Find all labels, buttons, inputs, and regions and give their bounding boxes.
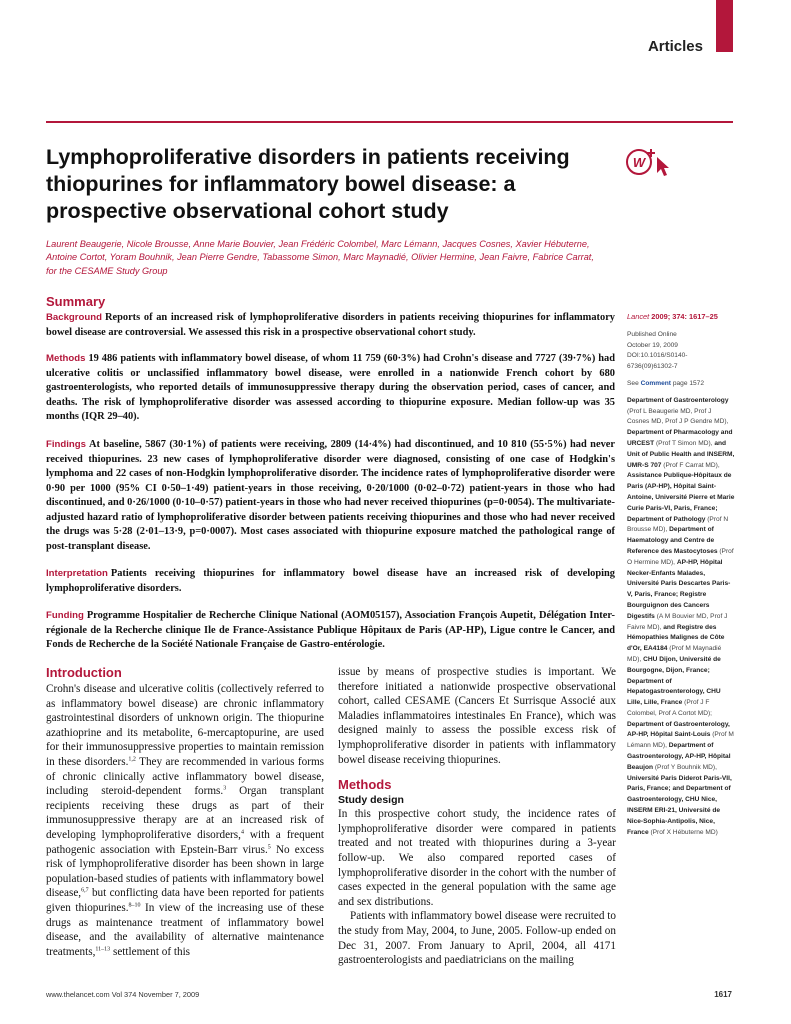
affiliation-institution: Department of Gastroenterology <box>627 396 729 404</box>
reference-mark[interactable]: 4 <box>240 829 244 836</box>
findings-text: At baseline, 5867 (30·1%) of patients were receiving, 2809 (14·4%) had discontinued, and 10 810 (55·5%) had never received thiopurines. 23 new cases of lymphoproliferative disorder were diagnosed, consisting of one case of Hodgkin's lymphoma and 22 cases of non-Hodgkin lymphoproliferative disorder. The incidence rates of lymphoproliferative disorder were 0·90 per 1000 (95% CI 0·50–1·49) patient-years in those receiving, 0·20/1000 (0·02–0·72) patient-years in those who had discontinued, and 0·26/1000 (0·10–0·57) patient-years in those who had never received thiopurines (p=0·0054). The multivariate-adjusted hazard ratio of lymphoproliferative disorder between patients receiving thiopurines and those who had never received the drugs was 5·28 (2·01–13·9, p=0·0007). Most cases associated with thiopurine exposure matched the pathological range of post-transplant disease. <box>46 439 615 552</box>
section-label: Articles <box>647 38 703 55</box>
sidebar <box>627 312 735 844</box>
affiliations <box>627 396 735 839</box>
see-comment <box>627 379 735 390</box>
reference-mark[interactable]: 6,7 <box>81 887 89 894</box>
affiliation-authors: (Prof Y Bouhnik MD), <box>653 763 717 771</box>
methods-text: 19 486 patients with inflammatory bowel disease, of whom 11 759 (60·3%) had Crohn's disease and 7727 (39·7%) had ulcerative colitis or unclassified inflammatory bowel disease, were enrolled in a nationwide French cohort by 680 gastroenterologists, who reported details of immunosuppressive therapy during the observation period, cases of cancer, and deaths. The risk of lymphoproliferative disorder was assessed according to thiopurine exposure. Median follow-up was 35 months (IQR 29–40). <box>46 353 615 422</box>
published-line-3: DOI:10.1016/S0140- <box>627 352 688 360</box>
published-line-2: October 19, 2009 <box>627 341 678 349</box>
introduction-heading: Introduction <box>46 665 122 680</box>
affiliation-institution: AP-HP, Hôpital Necker-Enfants Malades, Université Paris Descartes Paris-V, Paris, France; Registre Bourguignon des Cancers Digestifs <box>627 558 731 620</box>
published-line-1: Published Online <box>627 330 677 338</box>
published-line-4: 6736(09)61302-7 <box>627 363 678 371</box>
intro-text: Crohn's disease and ulcerative colitis (collectively referred to as inflammatory bowel disease) are chronic inflammatory gastrointestinal disorders of unknown origin. The thiopurine azathioprine and its metabolite, 6-mercaptopurine, are used for their immunosuppressive properties to maintain remission in these disorders. <box>46 683 324 768</box>
affiliation-institution: Assistance Publique-Hôpitaux de Paris (AP-HP), Hôpital Saint-Antoine, Université Pierre et Marie Curie Paris-VI, Paris, France; Department of Pathology <box>627 472 735 523</box>
reference-mark[interactable]: 5 <box>267 843 271 850</box>
svg-text:W: W <box>632 155 646 170</box>
reference-mark[interactable]: 11–13 <box>95 945 111 952</box>
background-label: Background <box>46 312 102 323</box>
intro-continuation: issue by means of prospective studies is important. We therefore initiated a nationwide prospective observational cohort, called CESAME (Cancers Et Surrisque Associé aux Maladies inflammatoires intestinales En France), which was designed mainly to assess the possible excess risk of lymphoproliferative disorder in patients with inflammatory bowel disease receiving thiopurines. <box>338 666 616 766</box>
intro-text: Organ transplant recipients receiving these drugs as part of their immunosuppressive therapy are at an increased risk of developing lymphoproliferative disorders, <box>46 785 324 841</box>
reference-mark[interactable]: 8–10 <box>128 902 141 909</box>
affiliation-authors: (Prof O Hermine MD), <box>627 547 734 566</box>
interpretation-label: Interpretation <box>46 568 108 579</box>
see-prefix: See <box>627 379 641 387</box>
abstract-findings <box>46 438 615 554</box>
abstract-funding <box>46 609 615 653</box>
interpretation-text: Patients receiving thiopurines for inflammatory bowel disease have an increased risk of developing lymphoproliferative disorders. <box>46 568 615 594</box>
affiliation-institution: Department of Pharmacology and URCEST <box>627 429 733 447</box>
page-number: 1617 <box>714 990 732 999</box>
affiliation-institution: and Registre des Hémopathies Malignes de Côte d'Or, EA4184 <box>627 623 725 653</box>
affiliation-authors: (Prof F Carrat MD), <box>661 461 720 469</box>
intro-text: They are recommended in various forms of chronic clinically active inflammatory bowel disease, including steroid-dependent forms. <box>46 755 325 798</box>
affiliation-authors: (Prof M Lémann MD), <box>627 731 734 750</box>
summary-heading: Summary <box>46 294 106 309</box>
affiliation-institution: and Unit of Public Health and INSERM, UMR-S 707 <box>627 439 735 469</box>
abstract-interpretation <box>46 567 615 596</box>
header-rule <box>46 121 733 123</box>
affiliation-authors: (Prof N Brousse MD), <box>627 515 729 534</box>
section-tab <box>716 0 733 52</box>
funding-text: Programme Hospitalier de Recherche Clinique National (AOM05157), Association François Aupetit, Délégation Inter-régionale de la Recherche clinique Ile de France-Assistance Publique Hôpitaux de Paris (AP-HP), Ligue contre le Cancer, and Fonds de Recherche de la Société Nationale Française de Gastro-entérologie. <box>46 610 615 650</box>
affiliation-authors: (Prof X Hébuterne MD) <box>648 828 718 836</box>
methods-paragraph-2: Patients with inflammatory bowel disease were recruited to the study from May, 2004, to June, 2005. Follow-up ended on Dec 31, 2007. From January to April, 2004, all 4171 gastroenterologists and paediatricians on the mailing <box>338 910 616 967</box>
affiliation-institution: Université Paris Diderot Paris-VII, Paris, France; and Department of Gastroenterology, CHU Nice, INSERM ERI-21, Université de Nice-Sophia-Antipolis, Nice, France <box>627 774 732 836</box>
methods-heading: Methods <box>338 777 392 793</box>
affiliation-authors: (Prof L Beaugerie MD, Prof J Cosnes MD, Prof J P Gendre MD), <box>627 407 729 426</box>
intro-text: but conflicting data have been reported for patients given thiopurines. <box>46 887 324 914</box>
abstract-methods <box>46 352 615 425</box>
findings-label: Findings <box>46 439 86 450</box>
affiliation-institution: Department of Gastroenterology, AP-HP, Hôpital Saint-Louis <box>627 720 730 739</box>
citation-volume: 2009; 374: 1617–25 <box>649 312 718 321</box>
funding-label: Funding <box>46 610 84 621</box>
affiliation-institution: CHU Dijon, Université de Bourgogne, Dijon, France; Department of Hepatogastroenterology, CHU Lille, Lille, France <box>627 655 721 707</box>
study-design-heading: Study design <box>338 794 404 807</box>
affiliation-institution: Department of Haematology and Centre de Reference des Mastocytoses <box>627 526 718 555</box>
author-list: Laurent Beaugerie, Nicole Brousse, Anne Marie Bouvier, Jean Frédéric Colombel, Marc Lémann, Jacques Cosnes, Xavier Hébuterne, Antoine Cortot, Yoram Bouhnik, Jean Pierre Gendre, Tabassome Simon, Marc Maynadié, Olivier Hermine, Jean Faivre, Fabrice Carrat, for the CESAME Study Group <box>46 239 594 276</box>
affiliation-authors: (Prof J F Colombel, Prof A Cortot MD); <box>627 699 713 717</box>
article-title: Lymphoproliferative disorders in patients receiving thiopurines for inflammatory bowel disease: a prospective observational cohort study <box>46 145 570 223</box>
intro-text: No excess risk of lymphoproliferative disorder has been shown in large population-based studies of patients with inflammatory bowel disease, <box>46 843 325 900</box>
intro-text: settlement of this <box>110 945 191 958</box>
abstract-background <box>46 311 615 340</box>
column-left <box>46 665 324 959</box>
reference-mark[interactable]: 1,2 <box>128 756 136 763</box>
intro-text: with a frequent pathogenic association with Epstein-Barr virus. <box>46 828 324 856</box>
see-suffix: page 1572 <box>670 379 704 387</box>
intro-text: In view of the increasing use of these drugs as maintenance treatment of inflammatory bowel disease, and the availability of alternative maintenance treatments, <box>46 901 324 958</box>
affiliation-authors: (Prof M Maynadié MD), <box>627 645 722 663</box>
affiliation-authors: (A M Bouvier MD, Prof J Faivre MD), <box>627 612 728 631</box>
reference-mark[interactable]: 3 <box>223 785 227 792</box>
published-info <box>627 330 735 373</box>
affiliation-institution: Department of Gastroenterology, AP-HP, Hôpital Beaujon <box>627 742 731 771</box>
citation <box>627 312 735 323</box>
methods-label: Methods <box>46 353 86 364</box>
footer-journal: www.thelancet.com Vol 374 November 7, 2009 <box>46 990 200 999</box>
web-extra-icon[interactable] <box>624 145 674 179</box>
column-right <box>338 665 616 968</box>
methods-paragraph-1: In this prospective cohort study, the incidence rates of lymphoproliferative disorder were compared in patients treated and not treated with thiopurines during a 3-year follow-up. We also compared reported cases of lymphoproliferative disorder in the cohort with the number of cases expected in the general population with the same age and sex distributions. <box>338 808 616 908</box>
affiliation-authors: (Prof T Simon MD), <box>654 439 715 447</box>
comment-link[interactable]: Comment <box>640 379 671 387</box>
citation-journal: Lancet <box>627 312 650 321</box>
intro-paragraph <box>46 682 324 959</box>
background-text: Reports of an increased risk of lymphoproliferative disorders in patients receiving thiopurines for inflammatory bowel disease are controversial. We assessed this risk in a prospective observational cohort study. <box>46 312 615 338</box>
